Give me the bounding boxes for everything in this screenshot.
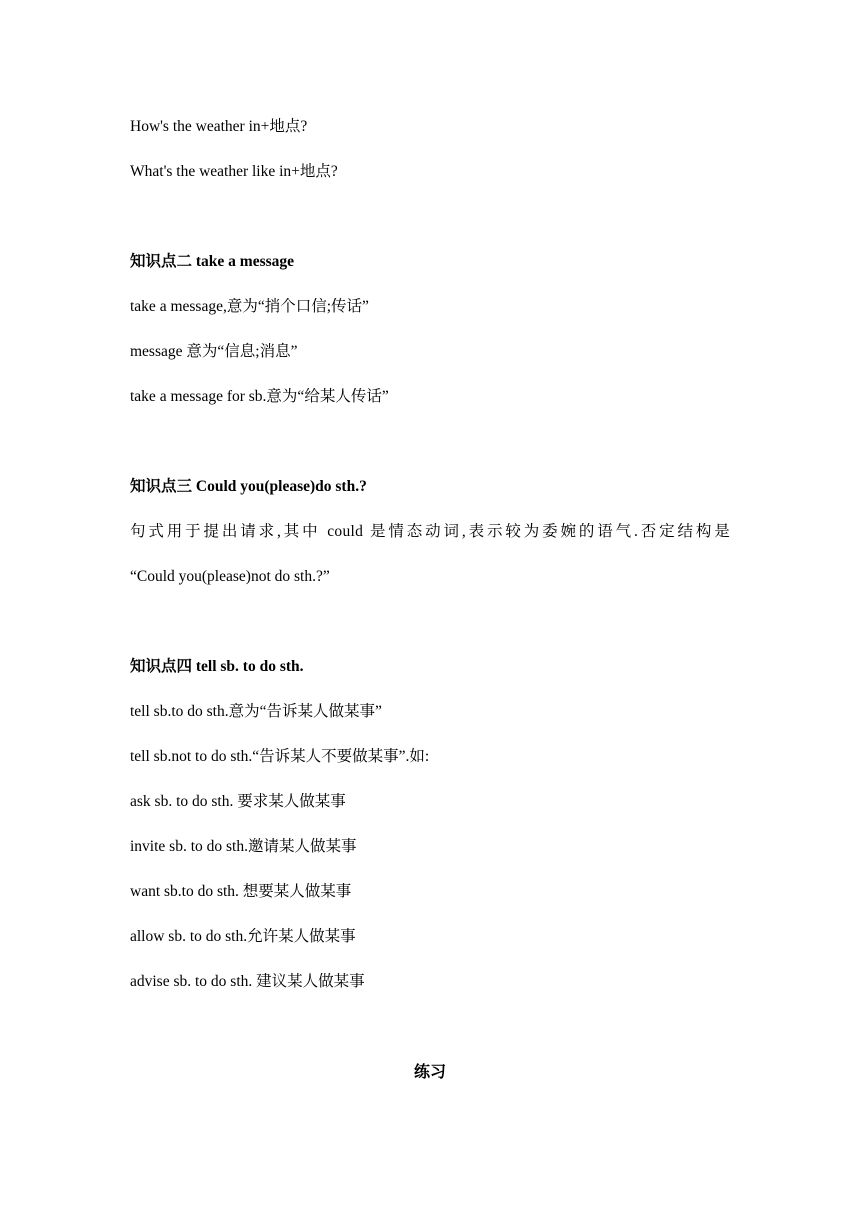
heading-point-4: 知识点四 tell sb. to do sth. [130, 658, 304, 675]
point-4-example-ask: ask sb. to do sth. 要求某人做某事 [130, 793, 346, 810]
point-3-line-2: “Could you(please)not do sth.?” [130, 568, 330, 585]
heading-point-3: 知识点三 Could you(please)do sth.? [130, 478, 367, 495]
weather-question-1: How's the weather in+地点? [130, 118, 308, 135]
point-2-line-1: take a message,意为“捎个口信;传话” [130, 298, 369, 315]
point-2-line-2: message 意为“信息;消息” [130, 343, 298, 360]
heading-point-2: 知识点二 take a message [130, 253, 295, 270]
point-2-line-3: take a message for sb.意为“给某人传话” [130, 388, 389, 405]
point-4-line-2: tell sb.not to do sth.“告诉某人不要做某事”.如: [130, 748, 430, 765]
exercise-section-title: 练习 [413, 1064, 446, 1081]
point-4-example-advise: advise sb. to do sth. 建议某人做某事 [130, 973, 365, 990]
weather-question-2: What's the weather like in+地点? [130, 163, 338, 180]
point-4-example-allow: allow sb. to do sth.允许某人做某事 [130, 928, 356, 945]
point-4-example-invite: invite sb. to do sth.邀请某人做某事 [130, 838, 357, 855]
point-4-example-want: want sb.to do sth. 想要某人做某事 [130, 883, 352, 900]
point-4-line-1: tell sb.to do sth.意为“告诉某人做某事” [130, 703, 382, 720]
point-3-line-1: 句式用于提出请求,其中 could 是情态动词,表示较为委婉的语气.否定结构是 [130, 523, 730, 540]
